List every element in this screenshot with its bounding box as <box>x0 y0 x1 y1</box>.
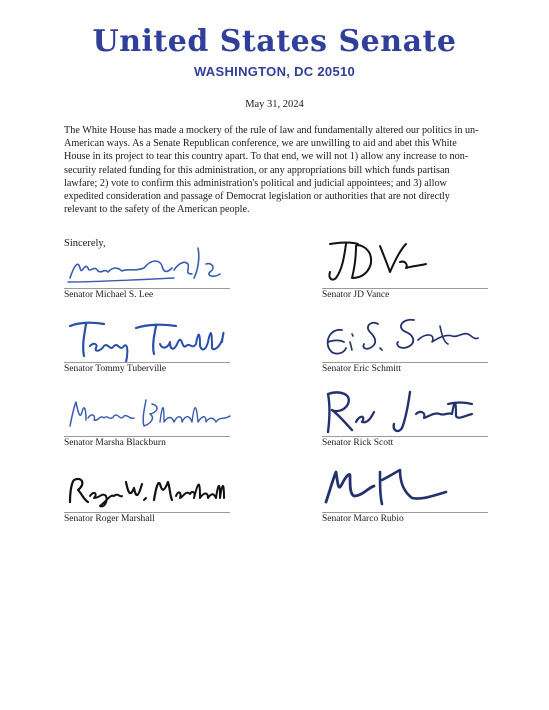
signatory-name-marshall: Senator Roger Marshall <box>64 514 155 524</box>
signatory-name-lee: Senator Michael S. Lee <box>64 290 154 300</box>
signature-line <box>322 436 488 437</box>
signature-block-scott <box>322 386 492 456</box>
signature-block-lee <box>64 238 234 308</box>
signature-line <box>64 436 230 437</box>
signature-line <box>64 288 230 289</box>
letter-closing: Sincerely, <box>64 238 106 249</box>
signatory-name-vance: Senator JD Vance <box>322 290 390 300</box>
signature-block-rubio <box>322 462 492 532</box>
signature-block-blackburn <box>64 386 234 456</box>
signature-block-schmitt <box>322 312 492 382</box>
signature-block-marshall <box>64 462 234 532</box>
signatory-name-tuberville: Senator Tommy Tuberville <box>64 364 167 374</box>
signature-line <box>64 362 230 363</box>
signatory-name-blackburn: Senator Marsha Blackburn <box>64 438 166 448</box>
letterhead-title: United States Senate <box>92 24 457 59</box>
letterhead-location: WASHINGTON, DC 20510 <box>193 64 356 79</box>
letter-body: The White House has made a mockery of the rule of law and fundamentally altered our politics in un-American ways. As a Senate Republican conference, we are unwilling to aid and abet this White House in its project to tear this country apart. To that end, we will not 1) allow any increase to non-security related funding for this administration, or any appropriations bill which funds partisan lawfare; 2) vote to confirm this administration's political and judicial appointees; and 3) allow expedited consideration and passage of Democrat legislation or authorities that are not directly relevant to the safety of the American people. <box>64 125 479 216</box>
signature-line <box>64 512 230 513</box>
letter-date: May 31, 2024 <box>245 99 304 110</box>
signatory-name-rubio: Senator Marco Rubio <box>322 514 404 524</box>
signatory-name-schmitt: Senator Eric Schmitt <box>322 364 402 374</box>
signature-block-tuberville <box>64 312 234 382</box>
signature-line <box>322 288 488 289</box>
signature-line <box>322 512 488 513</box>
signature-block-vance <box>322 238 492 308</box>
signature-line <box>322 362 488 363</box>
signatory-name-scott: Senator Rick Scott <box>322 438 394 448</box>
